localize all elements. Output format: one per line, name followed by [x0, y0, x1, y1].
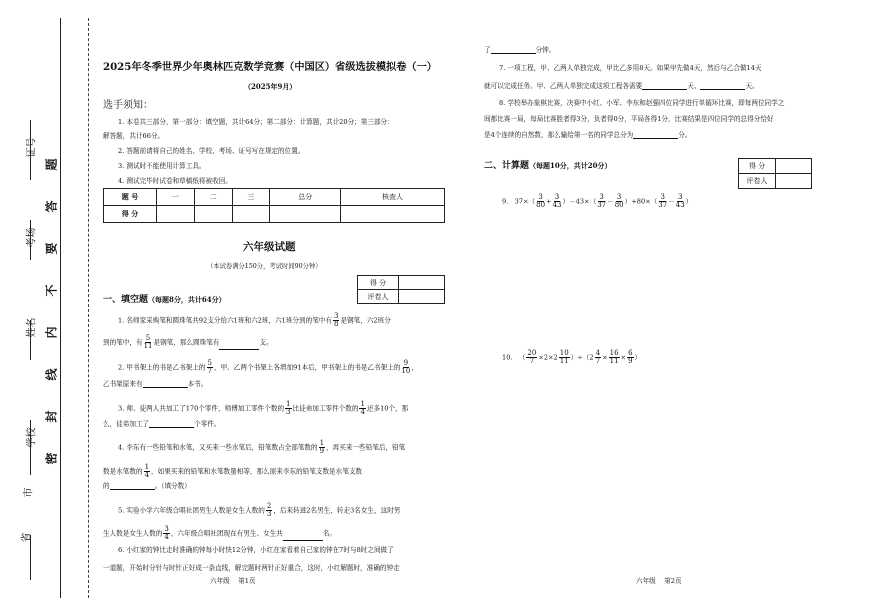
- seal-word-8: 题: [44, 158, 59, 171]
- q5-frac-2: $\frac{3}{4}$: [164, 525, 169, 541]
- score-cell-3[interactable]: [232, 206, 270, 223]
- q10-frac-2: $\frac{10}{11}$: [559, 349, 569, 365]
- q6-line1: 6. 小红家的钟比走时准确的钟每小时快12分钟，小红在家看着自己家的钟在7时与8时之间做了: [118, 546, 394, 554]
- q3-line2: 么，徒弟加工了 个零件。: [103, 420, 221, 428]
- q5-line2: 生人数是女生人数的 $\frac{3}{4}$ ，六年级合唱社团现在有男生、女生共 名。: [103, 525, 337, 541]
- province-underline: [30, 535, 31, 580]
- q5-frac-1: $\frac{2}{3}$: [266, 502, 272, 518]
- q9-frac-6: $\frac{3}{43}$: [675, 193, 685, 209]
- seal-word-6: 要: [44, 242, 59, 255]
- score-cell-2[interactable]: [194, 206, 232, 223]
- seal-word-3: 线: [44, 368, 59, 381]
- q2-frac-1: $\frac{5}{7}$: [207, 359, 212, 375]
- score-header-3: 三: [232, 189, 270, 206]
- q2-line2: 乙书架原来有 本书。: [103, 380, 208, 388]
- q5-answer-blank[interactable]: [283, 540, 323, 541]
- score-cell-checker[interactable]: [341, 206, 445, 223]
- section2-score-box: [738, 158, 812, 189]
- q6-continuation: 了 分钟。: [484, 46, 556, 54]
- q2-line1: 2. 甲书架上的书是乙书架上的 $\frac{5}{7}$ ，甲、乙两个书架上各增加91本后，甲书架上的书是乙书架上的 $\frac{9}{10}$ ，: [118, 359, 418, 375]
- notice-3: 3. 测试时不能使用计算工具。: [118, 162, 206, 170]
- q3-frac-1: $\frac{1}{3}$: [286, 400, 291, 416]
- footer-right: 六年级 第2页: [636, 577, 682, 585]
- q8-line1: 8. 学校举办象棋比赛，决赛中小红、小军、李东和赵强四位同学进行单循环比赛，即每两位同学之: [499, 99, 785, 107]
- q1-line2: 到的笔中，有 $\frac{5}{11}$ 是钢笔，那么圆珠笔有 支。: [103, 334, 273, 350]
- footer-left: 六年级 第1页: [210, 577, 256, 585]
- school-underline: [30, 420, 31, 475]
- section1-note: （每题8分，共计64分）: [148, 295, 226, 304]
- binding-line-inner: [88, 18, 89, 598]
- q1-line1: 1. 名师家采购笔和圆珠笔共92支分给六1班和六2班，六1班分到的笔中有 $\frac{3}{8}$ 是钢笔，六2班分: [118, 312, 391, 328]
- q6-answer-blank[interactable]: [491, 53, 536, 54]
- q8-answer-blank[interactable]: [633, 138, 678, 139]
- label-school: 学校: [26, 427, 38, 448]
- notice-2: 2. 答题前请将自己的姓名、学校、考场、证号写在规定的位置。: [118, 147, 305, 155]
- q1-answer-blank[interactable]: [219, 349, 259, 350]
- q1-frac-2: $\frac{5}{11}$: [143, 334, 153, 350]
- q4-line3: 的 。（填分数）: [103, 482, 191, 490]
- label-id: 证号: [26, 137, 38, 158]
- box2-score-label: 得 分: [739, 159, 776, 174]
- q3-line1: 3. 师、徒两人共加工了170个零件，师傅加工零件个数的 $\frac{1}{3}$ 比徒弟加工零件个数的 $\frac{1}{4}$ 还多10个，那: [118, 400, 409, 416]
- q8-line3: 是4个连续的自然数，那么输给第一名的同学总分为 分。: [484, 131, 692, 139]
- q1-frac-1: $\frac{3}{8}$: [334, 312, 339, 328]
- section2-heading: 二、计算题（每题10分，共计20分）: [484, 161, 612, 171]
- q10-frac-1: $\frac{20}{7}$: [527, 349, 537, 365]
- label-room: 考场: [26, 227, 38, 248]
- q6-line2: 一道题，开始时分针与时针正好成一条直线，解完题时两针正好重合，这时，小红解题时，准确的钟走: [103, 564, 400, 572]
- room-underline: [30, 220, 31, 260]
- section1-heading: 一、填空题（每题8分，共计64分）: [103, 295, 226, 305]
- score-table: [103, 188, 445, 223]
- notice-1b: 解答题，共计66分。: [103, 132, 165, 140]
- label-name: 姓名: [26, 317, 38, 338]
- seal-word-1: 密: [44, 452, 59, 465]
- q4-frac-2: $\frac{1}{4}$: [144, 463, 150, 479]
- q7-line1: 7. 一项工程，甲、乙两人单独完成，甲比乙多用8天。如果甲先做4天，然后与乙合做14天: [499, 64, 762, 72]
- score-cell-1[interactable]: [157, 206, 195, 223]
- binding-line-outer: [60, 18, 61, 598]
- q8-line2: 间都比赛一局，每局比赛胜者得3分，负者得0分，平局各得1分，比赛结果是四位同学的总得分恰好: [484, 115, 774, 123]
- q10-frac-5: $\frac{6}{9}$: [628, 349, 633, 365]
- box-grader-cell[interactable]: [399, 290, 445, 304]
- q9-frac-4: $\frac{3}{80}$: [614, 193, 624, 209]
- q7-line2: 就可以完成任务。甲、乙两人单独完成这项工程各需要 天、 天。: [484, 82, 759, 90]
- score-header-total: 总分: [270, 189, 341, 206]
- q9-expression: 9. 37×（ $\frac{3}{80}$ + $\frac{3}{43}$ ）－43×（ $\frac{3}{37}$ － $\frac{3}{80}$ ）+80×（ $\frac{3}{37}$ － $\frac{3}{43}$ ）: [502, 193, 693, 209]
- label-city: 市: [23, 487, 35, 498]
- q7-answer-blank-2[interactable]: [700, 89, 745, 90]
- box-score-label: 得 分: [358, 276, 399, 290]
- id-underline: [30, 120, 31, 180]
- box-grader-label: 评卷人: [358, 290, 399, 304]
- score-header-2: 二: [194, 189, 232, 206]
- notice-4: 4. 测试完毕时试卷和草稿纸将被收回。: [118, 177, 232, 185]
- score-header-checker: 核查人: [341, 189, 445, 206]
- section2-note: （每题10分，共计20分）: [529, 161, 612, 170]
- q10-frac-3: $\frac{4}{7}$: [595, 349, 601, 365]
- notice-1: 1. 本卷共三部分，第一部分：填空题，共计64分；第二部分：计算题，共计20分；第三部分：: [118, 118, 394, 126]
- score-cell-total[interactable]: [270, 206, 341, 223]
- score-header-q: 题 号: [104, 189, 157, 206]
- q9-frac-1: $\frac{3}{80}$: [536, 193, 546, 209]
- score-row-label: 得 分: [104, 206, 157, 223]
- section1-score-box: [357, 275, 445, 304]
- box-score-cell[interactable]: [399, 276, 445, 290]
- notice-title: 选手须知：: [103, 100, 153, 111]
- name-underline: [30, 320, 31, 360]
- seal-word-7: 答: [44, 200, 59, 213]
- q4-answer-blank[interactable]: [110, 489, 155, 490]
- q9-frac-2: $\frac{3}{43}$: [552, 193, 562, 209]
- box2-grader-cell[interactable]: [776, 174, 812, 189]
- seal-word-2: 封: [44, 410, 59, 423]
- exam-date: （2025年9月）: [244, 82, 297, 91]
- q2-answer-blank[interactable]: [143, 387, 188, 388]
- q3-frac-2: $\frac{1}{4}$: [360, 400, 365, 416]
- score-header-1: 一: [157, 189, 195, 206]
- q3-answer-blank[interactable]: [149, 427, 194, 428]
- q9-frac-3: $\frac{3}{37}$: [597, 193, 607, 209]
- q9-frac-5: $\frac{3}{37}$: [658, 193, 668, 209]
- seal-word-4: 内: [44, 326, 59, 339]
- seal-word-5: 不: [44, 284, 59, 297]
- q7-answer-blank-1[interactable]: [642, 89, 687, 90]
- grade-title: 六年级试题: [243, 241, 296, 253]
- q4-line2: 数是水笔数的 $\frac{1}{4}$ ，如果买来的铅笔和水笔数量相等，那么原来李东的铅笔支数是水笔支数: [103, 463, 363, 479]
- exam-title: 2025年冬季世界少年奥林匹克数学竞赛（中国区）省级选拔模拟卷（一）: [103, 61, 437, 73]
- box2-score-cell[interactable]: [776, 159, 812, 174]
- q10-frac-4: $\frac{16}{11}$: [609, 349, 619, 365]
- box2-grader-label: 评卷人: [739, 174, 776, 189]
- q2-frac-2: $\frac{9}{10}$: [401, 359, 411, 375]
- grade-sub: （本试卷满分150分，考试时间90分钟）: [207, 263, 322, 270]
- q5-line1: 5. 实验小学六年级合唱社团男生人数是女生人数的 $\frac{2}{3}$ ，后来转进2名男生，转走3名女生，这时男: [118, 502, 401, 518]
- label-province: 省: [21, 532, 33, 543]
- q4-frac-1: $\frac{1}{9}$: [319, 439, 325, 455]
- q4-line1: 4. 李东有一些铅笔和水笔，又买来一些水笔后，铅笔数占全部笔数的 $\frac{1}{9}$ ，再买来一些铅笔后，铅笔: [118, 439, 406, 455]
- q10-expression: 10. （ $\frac{20}{7}$ ×2×2 $\frac{10}{11}$ ）÷（2 $\frac{4}{7}$ × $\frac{16}{11}$ × $\frac{6}{9}$ ）: [502, 349, 642, 365]
